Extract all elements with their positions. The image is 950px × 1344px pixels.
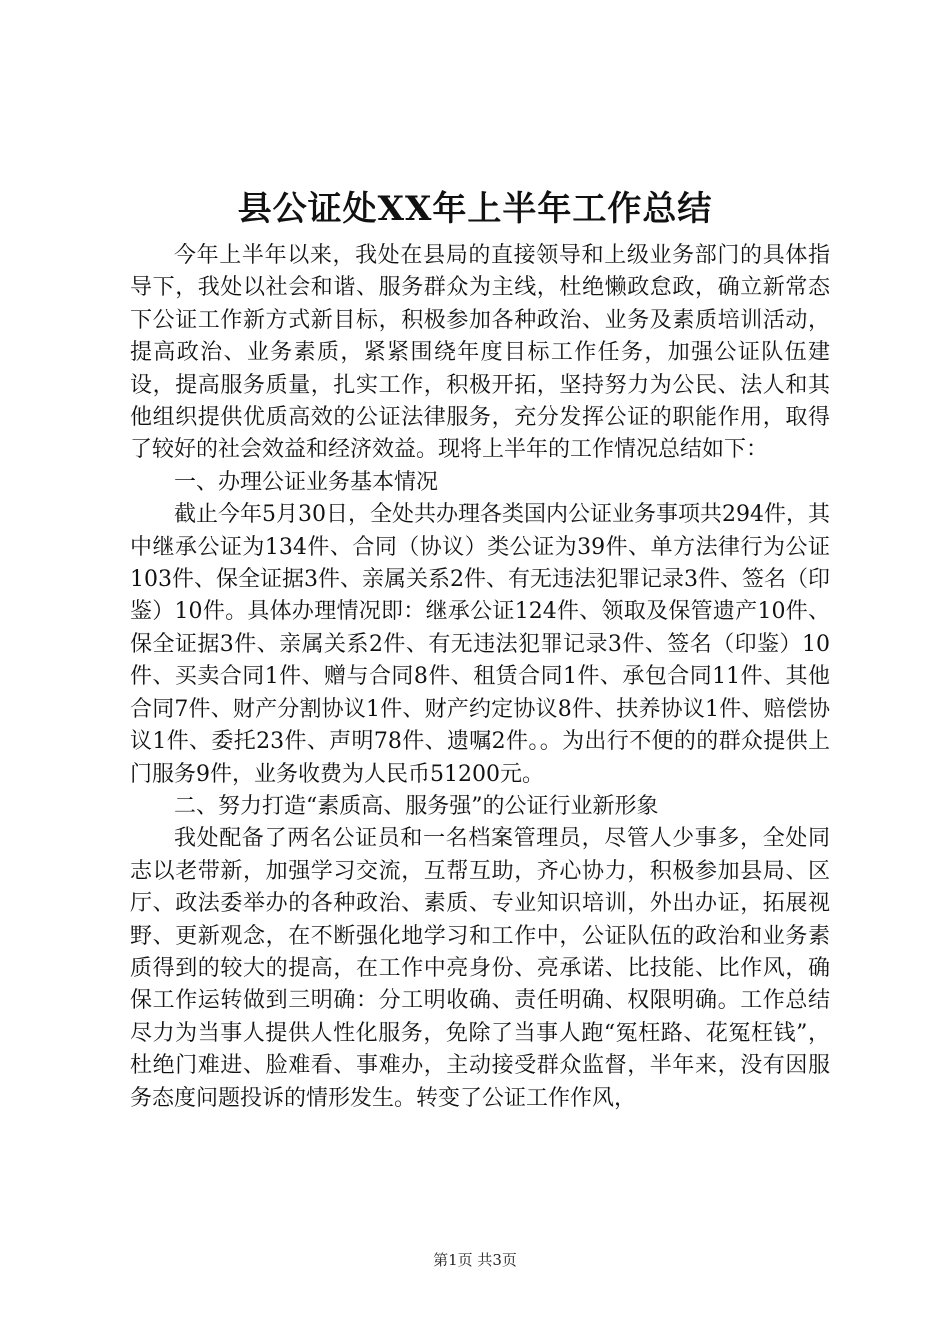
page-number-footer: 第1页 共3页: [433, 1251, 517, 1269]
section-2-paragraph: 我处配备了两名公证员和一名档案管理员，尽管人少事多，全处同志以老带新，加强学习交流，互帮互助，齐心协力，积极参加县局、区厅、政法委举办的各种政治、素质、专业知识培训，外出办证，拓展视野、更新观念，在不断强化地学习和工作中，公证队伍的政治和业务素质得到的较大的提高，在工作中亮身份、亮承诺、比技能、比作风，确保工作运转做到三明确：分工明收确、责任明确、权限明确。工作总结尽力为当事人提供人性化服务，免除了当事人跑“冤枉路、花冤枉钱”，杜绝门难进、脸难看、事难办，主动接受群众监督，半年来，没有因服务态度问题投诉的情形发生。转变了公证工作作风，: [130, 826, 830, 1111]
document-body: [130, 240, 830, 1115]
section-heading-1: 一、办理公证业务基本情况: [174, 469, 439, 495]
intro-paragraph: 今年上半年以来，我处在县局的直接领导和上级业务部门的具体指导下，我处以社会和谐、服务群众为主线，杜绝懒政怠政，确立新常态下公证工作新方式新目标，积极参加各种政治、业务及素质培训活动，提高政治、业务素质，紧紧围绕年度目标工作任务，加强公证队伍建设，提高服务质量，扎实工作，积极开拓，坚持努力为公民、法人和其他组织提供优质高效的公证法律服务，充分发挥公证的职能作用，取得了较好的社会效益和经济效益。现将上半年的工作情况总结如下：: [130, 243, 830, 463]
section-1-paragraph: 截止今年5月30日，全处共办理各类国内公证业务事项共294件，其中继承公证为134件、合同（协议）类公证为39件、单方法律行为公证103件、保全证据3件、亲属关系2件、有无违法犯罪记录3件、签名（印鉴）10件。具体办理情况即：继承公证124件、领取及保管遗产10件、保全证据3件、亲属关系2件、有无违法犯罪记录3件、签名（印鉴）10件、买卖合同1件、赠与合同8件、租赁合同1件、承包合同11件、其他合同7件、财产分割协议1件、财产约定协议8件、扶养协议1件、赔偿协议1件、委托23件、声明78件、遗嘱2件。。为出行不便的的群众提供上门服务9件，业务收费为人民币51200元。: [130, 502, 830, 787]
section-heading-2: 二、努力打造“素质高、服务强”的公证行业新形象: [174, 793, 659, 819]
document-title: 县公证处XX年上半年工作总结: [237, 189, 713, 229]
